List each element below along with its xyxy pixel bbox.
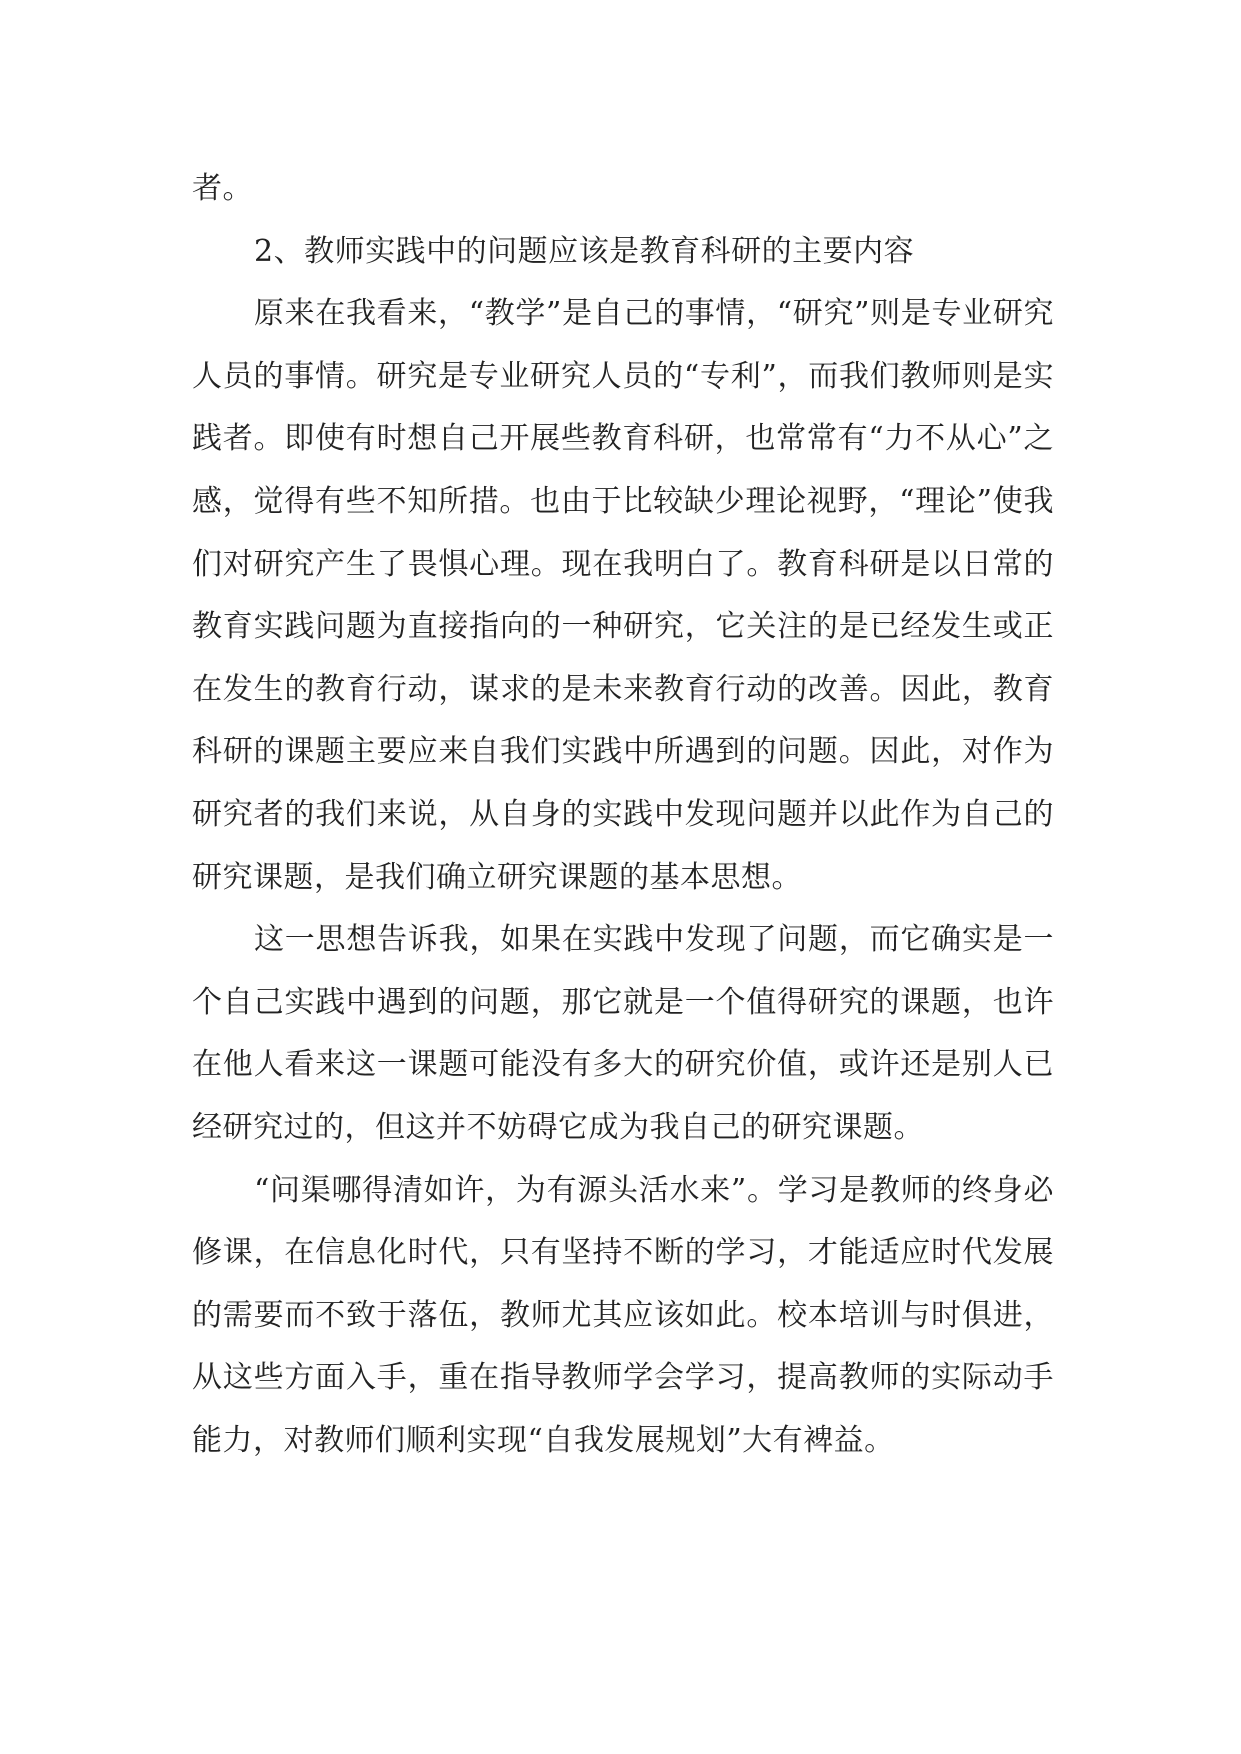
document-body bbox=[192, 158, 1054, 1472]
paragraph: 这一思想告诉我，如果在实践中发现了问题，而它确实是一个自己实践中遇到的问题，那它就是一个值得研究的课题，也许在他人看来这一课题可能没有多大的研究价值，或许还是别人已经研究过的，但这并不妨碍它成为我自己的研究课题。 bbox=[192, 922, 1054, 1145]
paragraph: 原来在我看来，“教学”是自己的事情，“研究”则是专业研究人员的事情。研究是专业研究人员的“专利”，而我们教师则是实践者。即使有时想自己开展些教育科研，也常常有“力不从心”之感，觉得有些不知所措。也由于比较缺少理论视野，“理论”使我们对研究产生了畏惧心理。现在我明白了。教育科研是以日常的教育实践问题为直接指向的一种研究，它关注的是已经发生或正在发生的教育行动，谋求的是未来教育行动的改善。因此，教育科研的课题主要应来自我们实践中所遇到的问题。因此，对作为研究者的我们来说，从自身的实践中发现问题并以此作为自己的研究课题，是我们确立研究课题的基本思想。 bbox=[192, 296, 1054, 895]
paragraph: “问渠哪得清如许，为有源头活水来”。学习是教师的终身必修课，在信息化时代，只有坚持不断的学习，才能适应时代发展的需要而不致于落伍，教师尤其应该如此。校本培训与时俱进，从这些方面入手，重在指导教师学会学习，提高教师的实际动手能力，对教师们顺利实现“自我发展规划”大有裨益。 bbox=[192, 1172, 1054, 1458]
section-heading: 2、教师实践中的问题应该是教育科研的主要内容 bbox=[254, 233, 915, 269]
paragraph-continuation: 者。 bbox=[192, 171, 253, 206]
